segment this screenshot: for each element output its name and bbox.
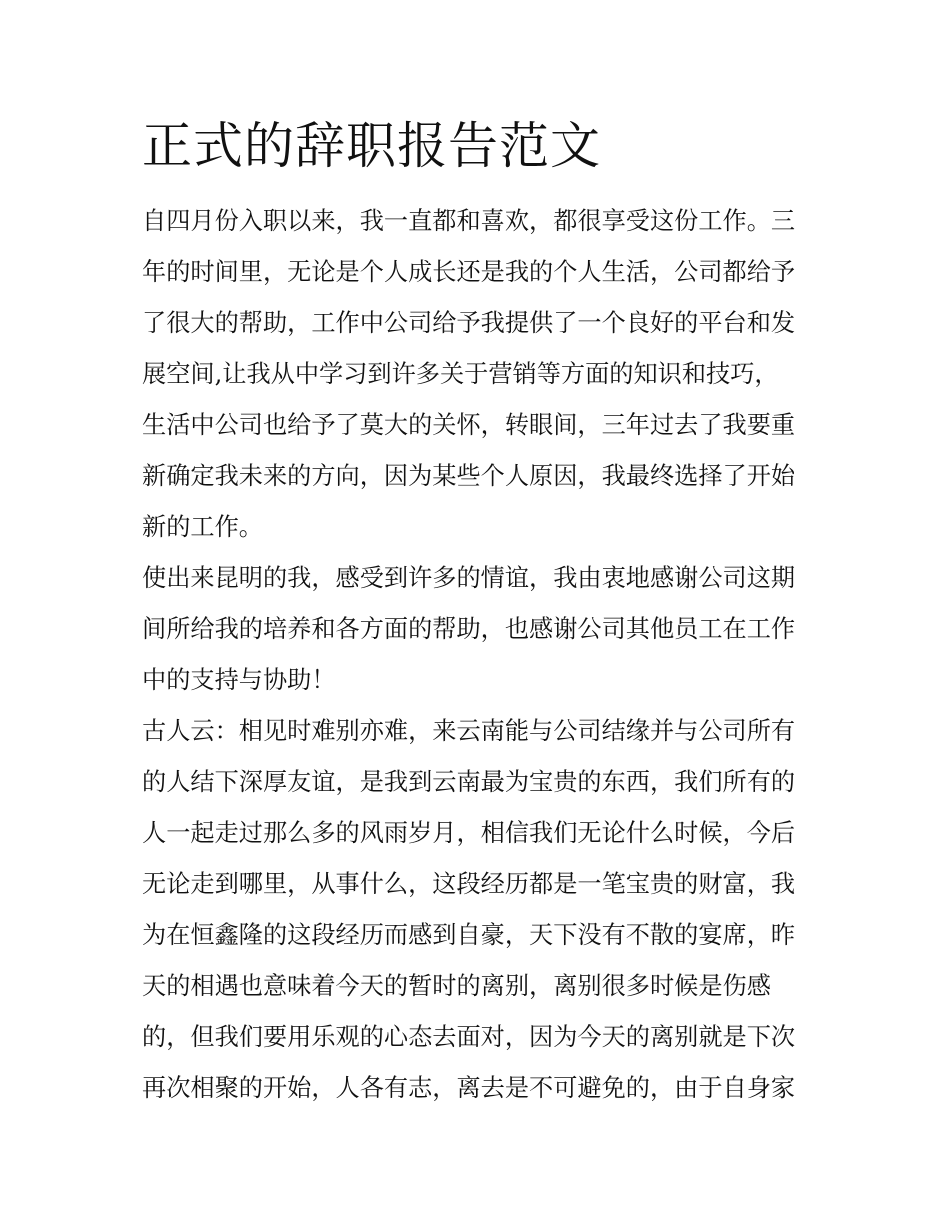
body-line-1: 自四月份入职以来，我一直都和喜欢，都很享受这份工作。三 [142,207,796,235]
body-line-11: 古人云：相见时难别亦难，来云南能与公司结缘并与公司所有 [142,717,796,745]
body-line-10: 中的支持与协助！ [142,666,336,694]
body-line-16: 天的相遇也意味着今天的暂时的离别，离别很多时候是伤感 [142,972,771,1000]
document-title: 正式的辞职报告范文 [142,117,601,175]
body-line-3: 了很大的帮助，工作中公司给予我提供了一个良好的平台和发 [142,309,796,337]
body-line-9: 间所给我的培养和各方面的帮助，也感谢公司其他员工在工作 [142,615,796,643]
body-line-17: 的，但我们要用乐观的心态去面对，因为今天的离别就是下次 [142,1023,796,1051]
body-line-18: 再次相聚的开始，人各有志，离去是不可避免的，由于自身家 [142,1074,796,1102]
body-line-12: 的人结下深厚友谊，是我到云南最为宝贵的东西，我们所有的 [142,768,796,796]
body-line-4: 展空间,让我从中学习到许多关于营销等方面的知识和技巧， [142,360,779,388]
body-line-8: 使出来昆明的我，感受到许多的情谊，我由衷地感谢公司这期 [142,564,796,592]
document-body [142,196,822,1114]
body-line-14: 无论走到哪里，从事什么，这段经历都是一笔宝贵的财富，我 [142,870,796,898]
body-line-15: 为在恒鑫隆的这段经历而感到自豪，天下没有不散的宴席，昨 [142,921,796,949]
body-line-13: 人一起走过那么多的风雨岁月，相信我们无论什么时候，今后 [142,819,796,847]
body-line-7: 新的工作。 [142,513,263,541]
body-line-6: 新确定我未来的方向，因为某些个人原因，我最终选择了开始 [142,462,796,490]
body-line-2: 年的时间里，无论是个人成长还是我的个人生活，公司都给予 [142,258,796,286]
body-line-5: 生活中公司也给予了莫大的关怀，转眼间，三年过去了我要重 [142,411,796,439]
